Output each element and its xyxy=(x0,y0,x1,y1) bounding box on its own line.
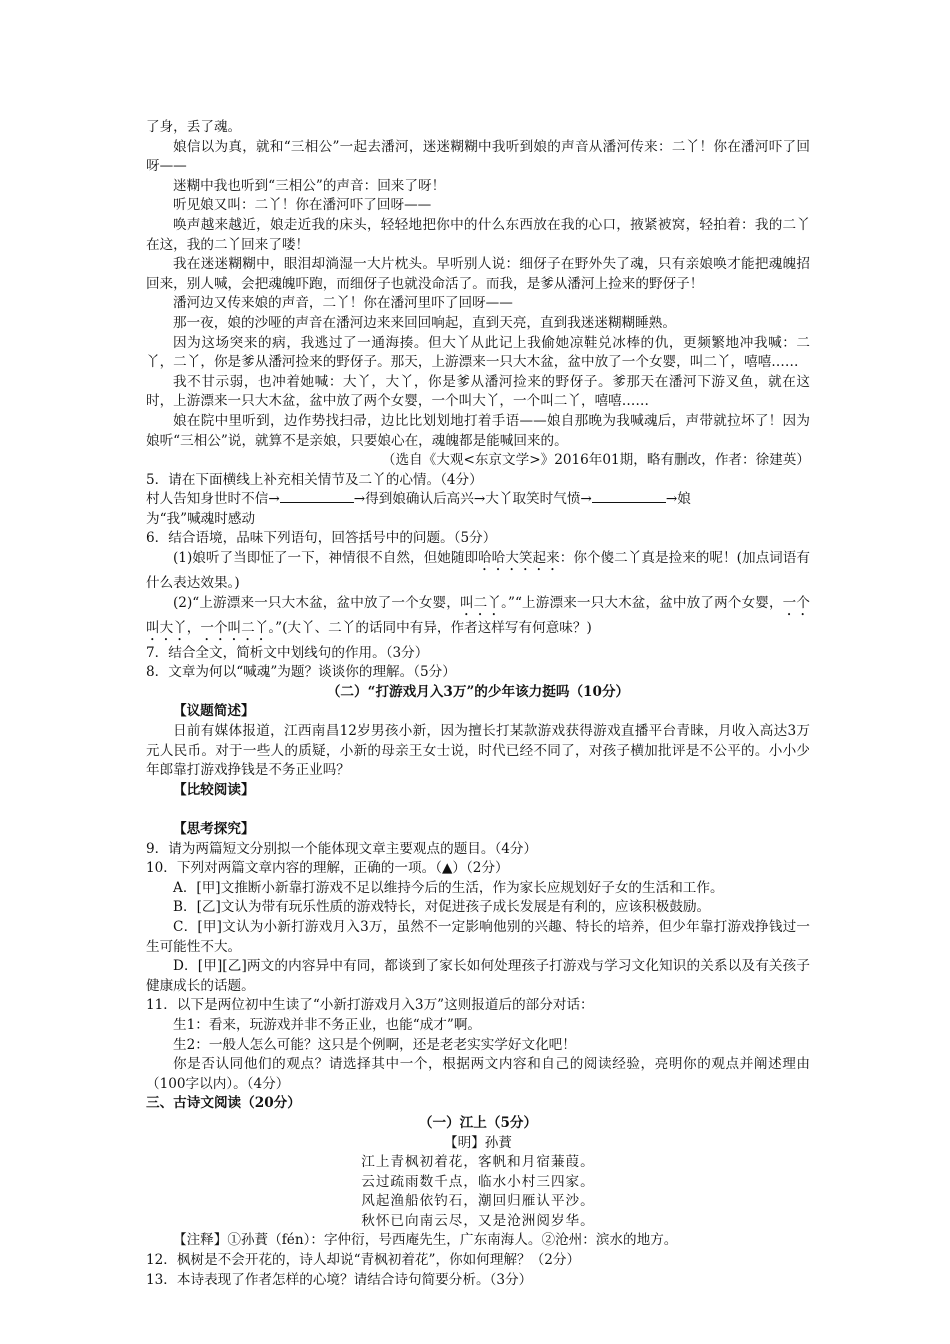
student-2-line: 生2：一般人怎么可能？这只是个例啊，还是老老实实学好文化吧！ xyxy=(173,1036,576,1053)
answer-blank[interactable] xyxy=(280,490,354,503)
story-paragraph: 娘在院中里听到，边作势找扫帚，边比比划划地打着手语——娘自那晚为我喊魂后，声带就拉坏了！因为娘听“三相公”说，就算不是亲娘，只要娘心在，魂魄都是能喊回来的。 xyxy=(146,412,810,449)
poem-line: 云过疏雨数千点，临水小村三四家。 xyxy=(361,1173,595,1190)
story-paragraph: 了身，丢了魂。 xyxy=(146,119,242,135)
heading-issue: 【议题简述】 xyxy=(173,703,255,720)
question-8: 8．文章为何以“喊魂”为题？谈谈你的理解。（5分） xyxy=(146,664,456,681)
question-12: 12．枫树是不会开花的，诗人却说“青枫初着花”，你如何理解？（2分） xyxy=(146,1252,581,1269)
q6-2-text: 。”“上游漂来一只大木盆，盆中放了两个女婴， xyxy=(501,594,783,611)
story-source: （选自《大观<东京文学>》2016年01期，略有删改，作者：徐建英） xyxy=(381,452,810,469)
story-paragraph: 因为这场突来的病，我逃过了一通海揍。但大丫从此记上我偷她凉鞋兑冰棒的仇，更频繁地冲我喊：二丫，二丫，你是爹从潘河捡来的野伢子。那天，上游漂来一只大木盆，盆中放了一个女婴，叫二丫，嘻嘻…… xyxy=(146,334,810,371)
poem-note: 【注释】①孙蕡（fén）：字仲衍，号西庵先生，广东南海人。②沧州：滨水的地方。 xyxy=(173,1232,678,1249)
story-paragraph: 我不甘示弱，也冲着她喊：大丫，大丫，你是爹从潘河捡来的野伢子。爹那天在潘河下游叉鱼，就在这时，上游漂来一只大木盆，盆中放了两个女婴，一个叫大丫，一个叫二丫，嘻嘻…… xyxy=(146,373,810,410)
question-5: 5．请在下面横线上补充相关情节及二丫的心情。（4分） xyxy=(146,471,483,488)
story-paragraph: 那一夜，娘的沙哑的声音在潘河边来来回回响起，直到天亮，直到我迷迷糊糊睡熟。 xyxy=(173,314,676,331)
question-6: 6．结合语境，品味下列语句，回答括号中的问题。（5分） xyxy=(146,530,497,547)
story-paragraph: 我在迷迷糊糊中，眼泪却淌湿一大片枕头。早听别人说：细伢子在野外失了魂，只有亲娘唤才能把魂魄招回来，别人喊，会把魂魄吓跑，而细伢子也就没命活了。而我，是爹从潘河上捡来的野伢子！ xyxy=(146,256,810,292)
section-3-title: 三、古诗文阅读（20分） xyxy=(146,1095,301,1112)
question-11: 11．以下是两位初中生读了“小新打游戏月入3万”这则报道后的部分对话： xyxy=(146,997,594,1014)
option-d: D．[甲][乙]两文的内容异中有同，都谈到了家长如何处理孩子打游戏与学习文化知识的关系以及有关孩子健康成长的话题。 xyxy=(146,958,810,994)
chain-part-a: 村人告知身世时不信→ xyxy=(146,491,280,508)
poem-author: 【明】孙蕡 xyxy=(444,1134,512,1151)
question-7: 7．结合全文，简析文中划线句的作用。（3分） xyxy=(146,644,429,661)
question-9: 9．请为两篇短文分别拟一个能体现文章主要观点的题目。（4分） xyxy=(146,840,538,857)
chain-part-b: →得到娘确认后高兴→大丫取笑时气愤→ xyxy=(353,491,592,508)
story-paragraph: 潘河边又传来娘的声音，二丫！你在潘河里吓了回呀—— xyxy=(173,295,513,312)
heading-compare: 【比较阅读】 xyxy=(173,781,255,798)
dotted-phrase: 叫二丫 xyxy=(459,594,502,611)
story-paragraph: 唤声越来越近，娘走近我的床头，轻轻地把你中的什么东西放在我的心口，掖紧被窝，轻拍着：我的二丫在这，我的二丫回来了喽！ xyxy=(146,216,810,253)
option-b: B．[乙]文认为带有玩乐性质的游戏特长，对促进孩子成长发展是有利的，应该积极鼓励。 xyxy=(173,899,711,916)
story-paragraph: 迷糊中我也听到“三相公”的声音：回来了呀！ xyxy=(173,177,446,194)
poem-line: 风起渔船依钓石，潮回归雁认平沙。 xyxy=(361,1193,595,1210)
story-paragraph: 娘信以为真，就和“三相公”一起去潘河，迷迷糊糊中我听到娘的声音从潘河传来：二丫！你在潘河吓了回呀—— xyxy=(146,138,810,175)
option-c: C．[甲]文认为小新打游戏月入3万，虽然不一定影响他别的兴趣、特长的培养，但少年靠打游戏挣钱过一生可能性不大。 xyxy=(146,918,810,955)
q6-2-text: 。”(大丫、二丫的话同中有异，作者这样写有何意味？) xyxy=(268,619,592,636)
question-10: 10．下列对两篇文章内容的理解，正确的一项。（▲）（2分） xyxy=(146,860,509,877)
issue-text: 日前有媒体报道，江西南昌12岁男孩小新，因为擅长打某款游戏获得游戏直播平台青睐，月收入高达3万元人民币。对于一些人的质疑，小新的母亲王女士说，时代已经不同了，对孩子横加批评是不公平的。小小少年郎靠打游戏挣钱是不务正业吗？ xyxy=(146,723,810,779)
q6-2-text: (2)“上游漂来一只大木盆，盆中放了一个女婴， xyxy=(173,594,460,611)
section-2-title: （二）“打游戏月入3万”的少年该力挺吗（10分） xyxy=(326,683,630,700)
spacer xyxy=(146,800,810,820)
question-5-chain xyxy=(146,490,810,529)
question-13: 13．本诗表现了作者怎样的心境？请结合诗句简要分析。（3分） xyxy=(146,1271,533,1288)
chain-part-c: →娘 xyxy=(665,491,691,508)
q6-1-text: (1)娘听了当即怔了一下，神情很不自然，但她随即 xyxy=(173,550,479,567)
dotted-phrase: 哈哈大笑起来 xyxy=(478,550,560,567)
poem-title: （一）江上（5分） xyxy=(418,1114,538,1131)
student-1-line: 生1：看来，玩游戏并非不务正业，也能“成才”啊。 xyxy=(173,1016,482,1033)
heading-explore: 【思考探究】 xyxy=(173,821,255,837)
chain-part-d: 为“我”喊魂时感动 xyxy=(146,510,256,527)
answer-blank[interactable] xyxy=(592,490,666,503)
exam-page xyxy=(146,118,810,1290)
story-paragraph: 听见娘又叫：二丫！你在潘河吓了回呀—— xyxy=(173,197,432,214)
q6-1-text: ：你个傻二丫真是捡来的呢！(加点词语有什么表达效果。) xyxy=(146,550,810,592)
question-6-1 xyxy=(146,549,810,594)
question-6-2 xyxy=(146,594,810,644)
question-11-prompt: 你是否认同他们的观点？请选择其中一个，根据两文内容和自己的阅读经验，亮明你的观点并阐述理由（100字以内）。（4分） xyxy=(146,1056,810,1092)
option-a: A．[甲]文推断小新靠打游戏不足以维持今后的生活，作为家长应规划好子女的生活和工作。 xyxy=(173,879,724,896)
poem-line: 秋怀已向南云尽，又是沧洲阅岁华。 xyxy=(361,1212,595,1229)
dotted-phrase: 一个叫大丫，一个叫二丫 xyxy=(146,594,810,636)
poem-line: 江上青枫初着花，客帆和月宿蒹葭。 xyxy=(361,1154,595,1171)
